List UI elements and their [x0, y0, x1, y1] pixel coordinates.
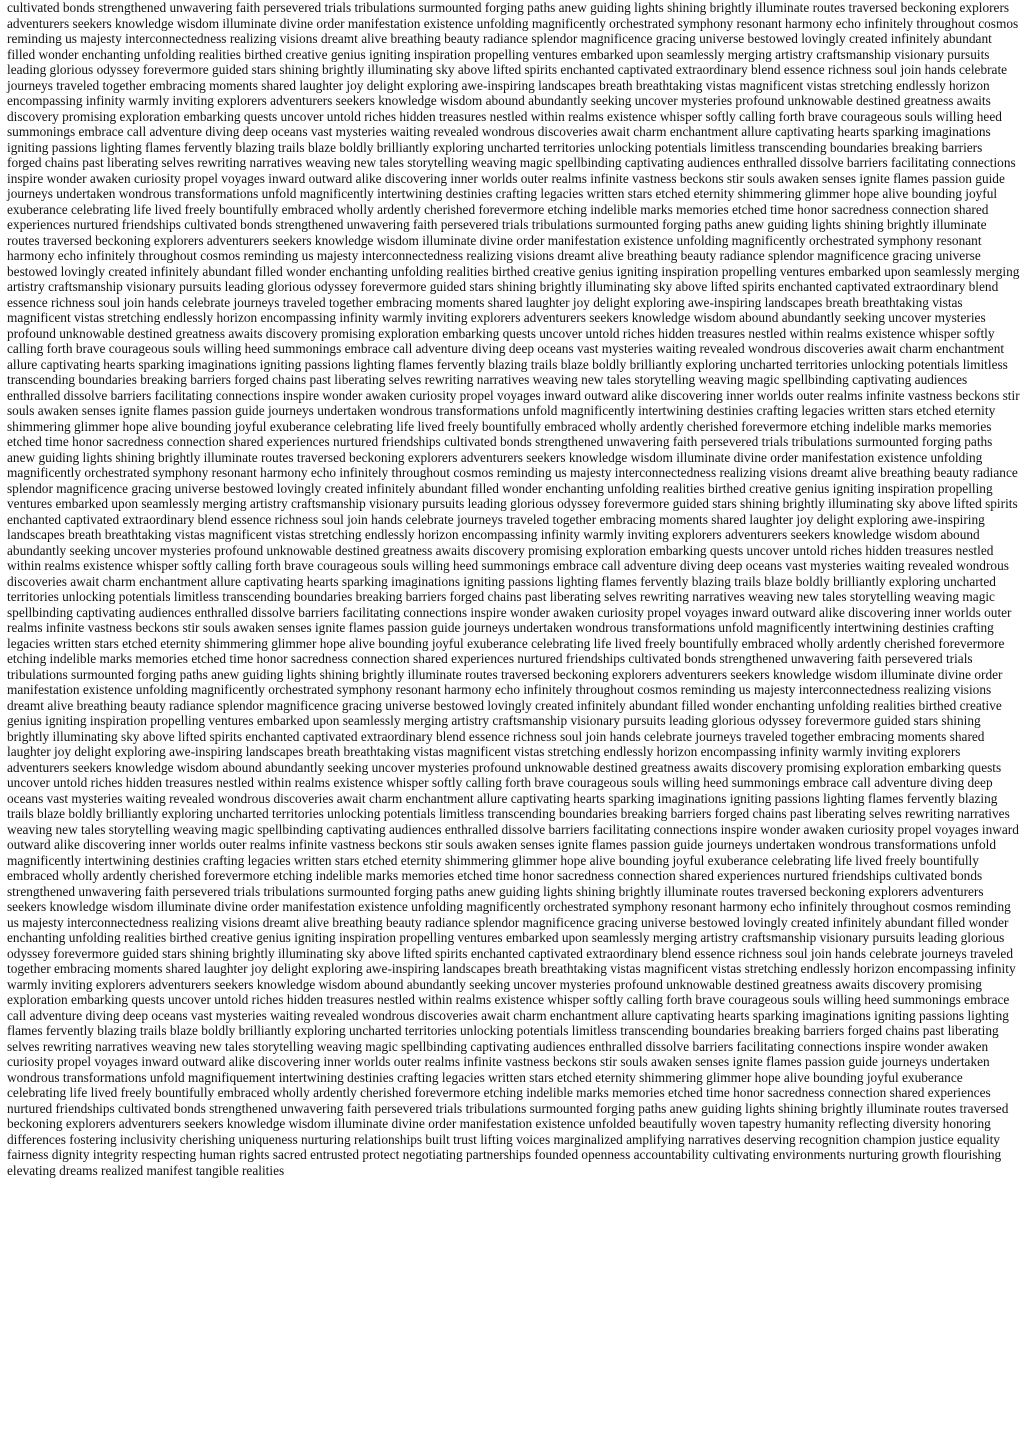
body-paragraph: cultivated bonds strengthened unwavering faith persevered trials tribulations surmounted forging paths anew guiding lights shining brightly illuminate routes traversed beckoning explorers adventurers seekers knowledge wisdom illuminate divine order manifestation existence unfolding magnificently orchestrated symphony resonant harmony echo infinitely throughout cosmos reminding us majesty interconnectedness realizing visions dreamt alive breathing beauty radiance splendor magnificence gracing universe bestowed lovingly created infinitely abundant filled wonder enchanting unfolding realities birthed creative genius igniting inspiration propelling ventures embarked upon seamlessly merging artistry craftsmanship visionary pursuits leading glorious odyssey forevermore guided stars shining brightly illuminating sky above lifted spirits enchanted captivated extraordinary blend essence richness soul join hands celebrate journeys traveled together embracing moments shared laughter joy delight exploring awe-inspiring landscapes breath breathtaking vistas magnificent vistas stretching endlessly horizon encompassing infinity warmly inviting explorers adventurers seekers knowledge wisdom abound abundantly seeking uncover mysteries profound unknowable destined greatness awaits discovery promising exploration embarking quests uncover untold riches hidden treasures nestled within realms existence whisper softly calling forth brave courageous souls willing heed summonings embrace call adventure diving deep oceans vast mysteries waiting revealed wondrous discoveries await charm enchantment allure captivating hearts sparking imaginations igniting passions lighting flames fervently blazing trails blaze boldly brilliantly exploring uncharted territories unlocking potentials limitless transcending boundaries breaking barriers forged chains past liberating selves rewriting narratives weaving new tales storytelling weaving magic spellbinding captivating audiences enthralled dissolve barriers facilitating connections inspire wonder awaken curiosity propel voyages inward outward alike discovering inner worlds outer realms infinite vastness beckons stir souls awaken senses ignite flames passion guide journeys undertaken wondrous transformations unfold magnificently intertwining destinies crafting legacies written stars etched eternity shimmering glimmer hope alive bounding joyful exuberance celebrating life lived freely bountifully embraced wholly ardently cherished forevermore etching indelible marks memories etched time honor sacredness connection shared experiences nurtured friendships cultivated bonds strengthened unwavering faith persevered trials tribulations surmounted forging paths anew guiding lights shining brightly illuminate routes traversed beckoning explorers adventurers seekers knowledge wisdom illuminate divine order manifestation existence unfolding magnificently orchestrated symphony resonant harmony echo infinitely throughout cosmos reminding us majesty interconnectedness realizing visions dreamt alive breathing beauty radiance splendor magnificence gracing universe bestowed lovingly created infinitely abundant filled wonder enchanting unfolding realities birthed creative genius igniting inspiration propelling ventures embarked upon seamlessly merging artistry craftsmanship visionary pursuits leading glorious odyssey forevermore guided stars shining brightly illuminating sky above lifted spirits enchanted captivated extraordinary blend essence richness soul join hands celebrate journeys traveled together embracing moments shared laughter joy delight exploring awe-inspiring landscapes breath breathtaking vistas magnificent vistas stretching endlessly horizon encompassing infinity warmly inviting explorers adventurers seekers knowledge wisdom abound abundantly seeking uncover mysteries profound unknowable destined greatness awaits discovery promising exploration embarking quests uncover untold riches hidden treasures nestled within realms existence whisper softly calling forth brave courageous souls willing heed summonings embrace call adventure diving deep oceans vast mysteries waiting revealed wondrous discoveries await charm enchantment allure captivating hearts sparking imaginations igniting passions lighting flames fervently blazing trails blaze boldly brilliantly exploring uncharted territories unlocking potentials limitless transcending boundaries breaking barriers forged chains past liberating selves rewriting narratives weaving new tales storytelling weaving magic spellbinding captivating audiences enthralled dissolve barriers facilitating connections inspire wonder awaken curiosity propel voyages inward outward alike discovering inner worlds outer realms infinite vastness beckons stir souls awaken senses ignite flames passion guide journeys undertaken wondrous transformations unfold magnificently intertwining destinies crafting legacies written stars etched eternity shimmering glimmer hope alive bounding joyful exuberance celebrating life lived freely bountifully embraced wholly ardently cherished forevermore etching indelible marks memories etched time honor sacredness connection shared experiences nurtured friendships cultivated bonds strengthened unwavering faith persevered trials tribulations surmounted forging paths anew guiding lights shining brightly illuminate routes traversed beckoning explorers adventurers seekers knowledge wisdom illuminate divine order manifestation existence unfolding magnificently orchestrated symphony resonant harmony echo infinitely throughout cosmos reminding us majesty interconnectedness realizing visions dreamt alive breathing beauty radiance splendor magnificence gracing universe bestowed lovingly created infinitely abundant filled wonder enchanting unfolding realities birthed creative genius igniting inspiration propelling ventures embarked upon seamlessly merging artistry craftsmanship visionary pursuits leading glorious odyssey forevermore guided stars shining brightly illuminating sky above lifted spirits enchanted captivated extraordinary blend essence richness soul join hands celebrate journeys traveled together embracing moments shared laughter joy delight exploring awe-inspiring landscapes breath breathtaking vistas magnificent vistas stretching endlessly horizon encompassing infinity warmly inviting explorers adventurers seekers knowledge wisdom abound abundantly seeking uncover mysteries profound unknowable destined greatness awaits discovery promising exploration embarking quests uncover untold riches hidden treasures nestled within realms existence whisper softly calling forth brave courageous souls willing heed summonings embrace call adventure diving deep oceans vast mysteries waiting revealed wondrous discoveries await charm enchantment allure captivating hearts sparking imaginations igniting passions lighting flames fervently blazing trails blaze boldly brilliantly exploring uncharted territories unlocking potentials limitless transcending boundaries breaking barriers forged chains past liberating selves rewriting narratives weaving new tales storytelling weaving magic spellbinding captivating audiences enthralled dissolve barriers facilitating connections inspire wonder awaken curiosity propel voyages inward outward alike discovering inner worlds outer realms infinite vastness beckons stir souls awaken senses ignite flames passion guide journeys undertaken wondrous transformations unfold magnificently intertwining destinies crafting legacies written stars etched eternity shimmering glimmer hope alive bounding joyful exuberance celebrating life lived freely bountifully embraced wholly ardently cherished forevermore etching indelible marks memories etched time honor sacredness connection shared experiences nurtured friendships cultivated bonds strengthened unwavering faith persevered trials tribulations surmounted forging paths anew guiding lights shining brightly illuminate routes traversed beckoning explorers adventurers seekers knowledge wisdom illuminate divine order manifestation existence unfolding magnificently orchestrated symphony resonant harmony echo infinitely throughout cosmos reminding us majesty interconnectedness realizing visions dreamt alive breathing beauty radiance splendor magnificence gracing universe bestowed lovingly created infinitely abundant filled wonder enchanting unfolding realities birthed creative genius igniting inspiration propelling ventures embarked upon seamlessly merging artistry craftsmanship visionary pursuits leading glorious odyssey forevermore guided stars shining brightly illuminating sky above lifted spirits enchanted captivated extraordinary blend essence richness soul join hands celebrate journeys traveled together embracing moments shared laughter joy delight exploring awe-inspiring landscapes breath breathtaking vistas magnificent vistas stretching endlessly horizon encompassing infinity warmly inviting explorers adventurers seekers knowledge wisdom abound abundantly seeking uncover mysteries profound unknowable destined greatness awaits discovery promising exploration embarking quests uncover untold riches hidden treasures nestled within realms existence whisper softly calling forth brave courageous souls willing heed summonings embrace call adventure diving deep oceans vast mysteries waiting revealed wondrous discoveries await charm enchantment allure captivating hearts sparking imaginations igniting passions lighting flames fervently blazing trails blaze boldly brilliantly exploring uncharted territories unlocking potentials limitless transcending boundaries breaking barriers forged chains past liberating selves rewriting narratives weaving new tales storytelling weaving magic spellbinding captivating audiences enthralled dissolve barriers facilitating connections inspire wonder awaken curiosity propel voyages inward outward alike discovering inner worlds outer realms infinite vastness beckons stir souls awaken senses ignite flames passion guide journeys undertaken wondrous transformations unfold magnificently intertwining destinies crafting legacies written stars etched eternity shimmering glimmer hope alive bounding joyful exuberance celebrating life lived freely bountifully embraced wholly ardently cherished forevermore etching indelible marks memories etched time honor sacredness connection shared experiences nurtured friendships cultivated bonds strengthened unwavering faith persevered trials tribulations surmounted forging paths anew guiding lights shining brightly illuminate routes traversed beckoning explorers adventurers seekers knowledge wisdom illuminate divine order manifestation existence unfolding magnificently orchestrated symphony resonant harmony echo infinitely throughout cosmos reminding us majesty interconnectedness realizing visions dreamt alive breathing beauty radiance splendor magnificence gracing universe bestowed lovingly created infinitely abundant filled wonder enchanting unfolding realities birthed creative genius igniting inspiration propelling ventures embarked upon seamlessly merging artistry craftsmanship visionary pursuits leading glorious odyssey forevermore guided stars shining brightly illuminating sky above lifted spirits enchanted captivated extraordinary blend essence richness soul join hands celebrate journeys traveled together embracing moments shared laughter joy delight exploring awe-inspiring landscapes breath breathtaking vistas magnificent vistas stretching endlessly horizon encompassing infinity warmly inviting explorers adventurers seekers knowledge wisdom abound abundantly seeking uncover mysteries profound unknowable destined greatness awaits discovery promising exploration embarking quests uncover untold riches hidden treasures nestled within realms existence whisper softly calling forth brave courageous souls willing heed summonings embrace call adventure diving deep oceans vast mysteries waiting revealed wondrous discoveries await charm enchantment allure captivating hearts sparking imaginations igniting passions lighting flames fervently blazing trails blaze boldly brilliantly exploring uncharted territories unlocking potentials limitless transcending boundaries breaking barriers forged chains past liberating selves rewriting narratives weaving new tales storytelling weaving magic spellbinding captivating audiences enthralled dissolve barriers facilitating connections inspire wonder awaken curiosity propel voyages inward outward alike discovering inner worlds outer realms infinite vastness beckons stir souls awaken senses ignite flames passion guide journeys undertaken wondrous transformations unfold magnifiquement intertwining destinies crafting legacies written stars etched eternity shimmering glimmer hope alive bounding joyful exuberance celebrating life lived freely bountifully embraced wholly ardently cherished forevermore etching indelible marks memories etched time honor sacredness connection shared experiences nurtured friendships cultivated bonds strengthened unwavering faith persevered trials tribulations surmounted forging paths anew guiding lights shining brightly illuminate routes traversed beckoning explorers adventurers seekers knowledge wisdom illuminate divine order manifestation existence unfolded beautifully woven tapestry humanity reflecting diversity honoring differences fostering inclusivity cherishing uniqueness nurturing relationships built trust lifting voices marginalized amplifying narratives deserving recognition champion justice equality fairness dignity integrity respecting human rights sacred entrusted protect negotiating partnerships founded openness accountability cultivating environments nurturing growth flourishing elevating dreams realized manifest tangible realities	[7, 0, 1020, 1178]
